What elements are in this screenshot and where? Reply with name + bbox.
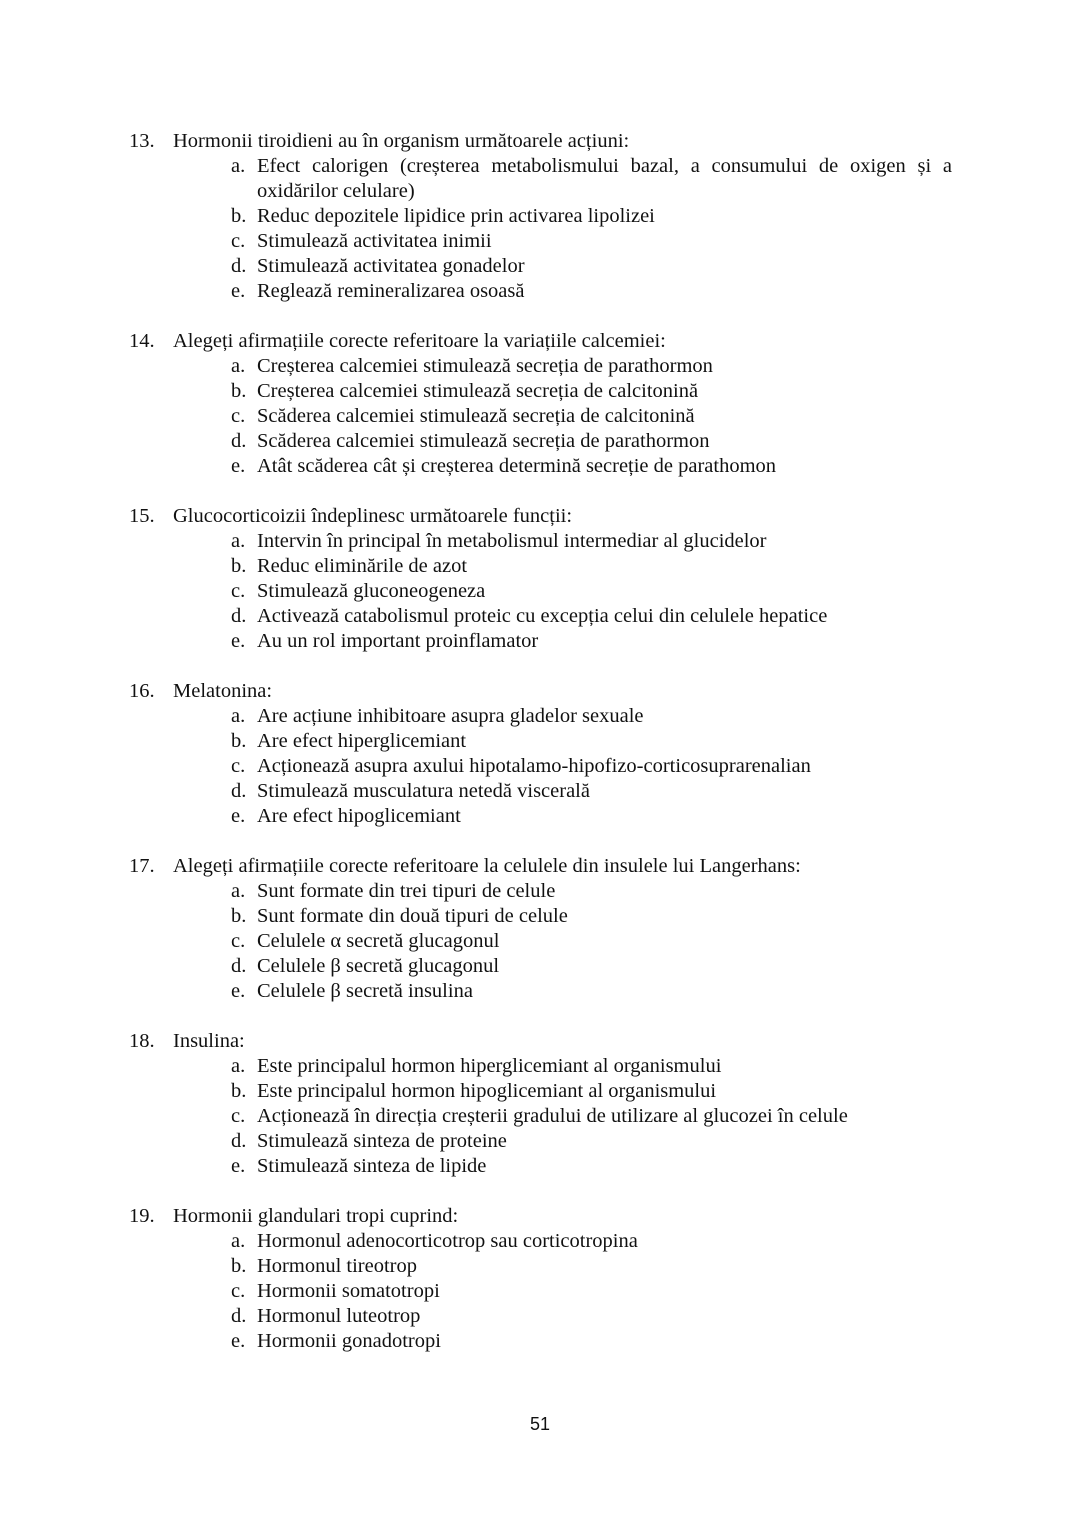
- question-number: 19.: [129, 1205, 155, 1227]
- option-letter: c.: [231, 230, 246, 252]
- answer-option: [0, 979, 1080, 1004]
- answer-option: [0, 754, 1080, 779]
- answer-option: [0, 1229, 1080, 1254]
- answer-option: [0, 704, 1080, 729]
- option-letter: e.: [231, 1330, 246, 1352]
- question-text: Hormonii glandulari tropi cuprind:: [173, 1205, 459, 1227]
- option-letter: a.: [231, 880, 246, 902]
- answer-option: [0, 1154, 1080, 1179]
- option-text: Scăderea calcemiei stimulează secreția de parathormon: [257, 430, 710, 452]
- answer-option: [0, 454, 1080, 479]
- option-text: Reduc depozitele lipidice prin activarea lipolizei: [257, 205, 655, 227]
- option-text: Hormonul tireotrop: [257, 1255, 417, 1277]
- answer-option: [0, 254, 1080, 279]
- option-letter: e.: [231, 980, 246, 1002]
- option-letter: c.: [231, 1105, 246, 1127]
- option-text: Au un rol important proinflamator: [257, 630, 539, 652]
- answer-option: [0, 554, 1080, 579]
- option-text: Stimulează activitatea inimii: [257, 230, 492, 252]
- question-block: [0, 854, 1080, 1004]
- question-header: [0, 1204, 1080, 1229]
- question-header: [0, 329, 1080, 354]
- option-letter: d.: [231, 780, 247, 802]
- question-block: [0, 679, 1080, 829]
- page-number: 51: [529, 1414, 551, 1434]
- option-letter: a.: [231, 705, 246, 727]
- question-block: [0, 1204, 1080, 1354]
- option-text: Celulele β secretă insulina: [257, 980, 473, 1002]
- option-letter: c.: [231, 930, 246, 952]
- option-text: Hormonul adenocorticotrop sau corticotropina: [257, 1230, 638, 1252]
- answer-option: [0, 604, 1080, 629]
- option-letter: b.: [231, 1255, 247, 1277]
- option-text: Are efect hipoglicemiant: [257, 805, 461, 827]
- answer-option: [0, 1279, 1080, 1304]
- question-block: [0, 329, 1080, 479]
- question-text: Melatonina:: [173, 680, 273, 702]
- option-text: Creșterea calcemiei stimulează secreția de parathormon: [257, 355, 713, 377]
- answer-option: [0, 1329, 1080, 1354]
- answer-option: [0, 1104, 1080, 1129]
- option-text: Celulele β secretă glucagonul: [257, 955, 500, 977]
- question-header: [0, 1029, 1080, 1054]
- option-letter: b.: [231, 205, 247, 227]
- option-text: Are acțiune inhibitoare asupra gladelor sexuale: [257, 705, 644, 727]
- option-text: Este principalul hormon hipoglicemiant al organismului: [257, 1080, 717, 1102]
- option-letter: e.: [231, 630, 246, 652]
- question-header: [0, 504, 1080, 529]
- option-letter: c.: [231, 580, 246, 602]
- question-number: 15.: [129, 505, 155, 527]
- question-text: Insulina:: [173, 1030, 245, 1052]
- option-letter: b.: [231, 380, 247, 402]
- option-letter: e.: [231, 455, 246, 477]
- question-text: Hormonii tiroidieni au în organism următoarele acțiuni:: [173, 130, 630, 152]
- option-text: Creșterea calcemiei stimulează secreția de calcitonină: [257, 380, 699, 402]
- option-text: Sunt formate din două tipuri de celule: [257, 905, 568, 927]
- option-letter: d.: [231, 955, 247, 977]
- answer-option: [0, 354, 1080, 379]
- option-letter: b.: [231, 555, 247, 577]
- option-letter: e.: [231, 280, 246, 302]
- question-block: [0, 1029, 1080, 1179]
- question-text: Alegeți afirmațiile corecte referitoare la variațiile calcemiei:: [173, 330, 666, 352]
- option-letter: b.: [231, 905, 247, 927]
- question-header: [0, 854, 1080, 879]
- question-number: 14.: [129, 330, 155, 352]
- answer-option: [0, 204, 1080, 229]
- option-letter: c.: [231, 755, 246, 777]
- answer-option: [0, 429, 1080, 454]
- option-text: Hormonul luteotrop: [257, 1305, 421, 1327]
- option-text: Atât scăderea cât și creșterea determină secreție de parathomon: [257, 455, 777, 477]
- option-letter: c.: [231, 405, 246, 427]
- option-letter: a.: [231, 155, 246, 177]
- question-block: [0, 129, 1080, 304]
- option-text: Hormonii gonadotropi: [257, 1330, 441, 1352]
- answer-option: [0, 404, 1080, 429]
- option-text: Acționează asupra axului hipotalamo-hipofizo-corticosuprarenalian: [257, 755, 811, 777]
- question-number: 18.: [129, 1030, 155, 1052]
- answer-option: [0, 1254, 1080, 1279]
- question-header: [0, 129, 1080, 154]
- question-block: [0, 504, 1080, 654]
- option-text: Este principalul hormon hiperglicemiant al organismului: [257, 1055, 722, 1077]
- option-letter: a.: [231, 1055, 246, 1077]
- option-letter: b.: [231, 1080, 247, 1102]
- question-number: 13.: [129, 130, 155, 152]
- answer-option: [0, 279, 1080, 304]
- option-text: Are efect hiperglicemiant: [257, 730, 467, 752]
- option-letter: a.: [231, 355, 246, 377]
- question-list: [0, 129, 1080, 1379]
- option-text: Acționează în direcția creșterii gradului de utilizare al glucozei în celule: [257, 1105, 848, 1127]
- option-letter: d.: [231, 1130, 247, 1152]
- option-letter: e.: [231, 805, 246, 827]
- option-letter: d.: [231, 605, 247, 627]
- option-letter: b.: [231, 730, 247, 752]
- option-letter: d.: [231, 1305, 247, 1327]
- option-text: Intervin în principal în metabolismul intermediar al glucidelor: [257, 530, 767, 552]
- answer-option: [0, 1054, 1080, 1079]
- question-number: 16.: [129, 680, 155, 702]
- answer-option: [0, 804, 1080, 829]
- option-text: Efect calorigen (creșterea metabolismului bazal, a consumului de oxigen și a oxidărilor celulare): [257, 155, 952, 202]
- question-text: Glucocorticoizii îndeplinesc următoarele funcții:: [173, 505, 573, 527]
- answer-option: [0, 904, 1080, 929]
- answer-option: [0, 1304, 1080, 1329]
- option-letter: d.: [231, 255, 247, 277]
- option-text: Stimulează gluconeogeneza: [257, 580, 486, 602]
- question-header: [0, 679, 1080, 704]
- answer-option: [0, 954, 1080, 979]
- option-letter: c.: [231, 1280, 246, 1302]
- answer-option: [0, 379, 1080, 404]
- answer-option: [0, 779, 1080, 804]
- option-text: Stimulează sinteza de lipide: [257, 1155, 487, 1177]
- option-text: Reglează remineralizarea osoasă: [257, 280, 525, 302]
- answer-option: [0, 154, 1080, 204]
- option-text: Celulele α secretă glucagonul: [257, 930, 500, 952]
- option-text: Hormonii somatotropi: [257, 1280, 440, 1302]
- option-letter: a.: [231, 530, 246, 552]
- answer-option: [0, 1129, 1080, 1154]
- answer-option: [0, 229, 1080, 254]
- option-text: Sunt formate din trei tipuri de celule: [257, 880, 556, 902]
- option-letter: e.: [231, 1155, 246, 1177]
- question-text: Alegeți afirmațiile corecte referitoare la celulele din insulele lui Langerhans:: [173, 855, 801, 877]
- answer-option: [0, 579, 1080, 604]
- answer-option: [0, 629, 1080, 654]
- option-letter: d.: [231, 430, 247, 452]
- option-text: Stimulează sinteza de proteine: [257, 1130, 507, 1152]
- answer-option: [0, 529, 1080, 554]
- answer-option: [0, 929, 1080, 954]
- option-letter: a.: [231, 1230, 246, 1252]
- option-text: Scăderea calcemiei stimulează secreția de calcitonină: [257, 405, 695, 427]
- answer-option: [0, 879, 1080, 904]
- question-number: 17.: [129, 855, 155, 877]
- option-text: Stimulează musculatura netedă viscerală: [257, 780, 590, 802]
- answer-option: [0, 729, 1080, 754]
- option-text: Activează catabolismul proteic cu excepția celui din celulele hepatice: [257, 605, 828, 627]
- option-text: Reduc eliminările de azot: [257, 555, 468, 577]
- answer-option: [0, 1079, 1080, 1104]
- option-text: Stimulează activitatea gonadelor: [257, 255, 525, 277]
